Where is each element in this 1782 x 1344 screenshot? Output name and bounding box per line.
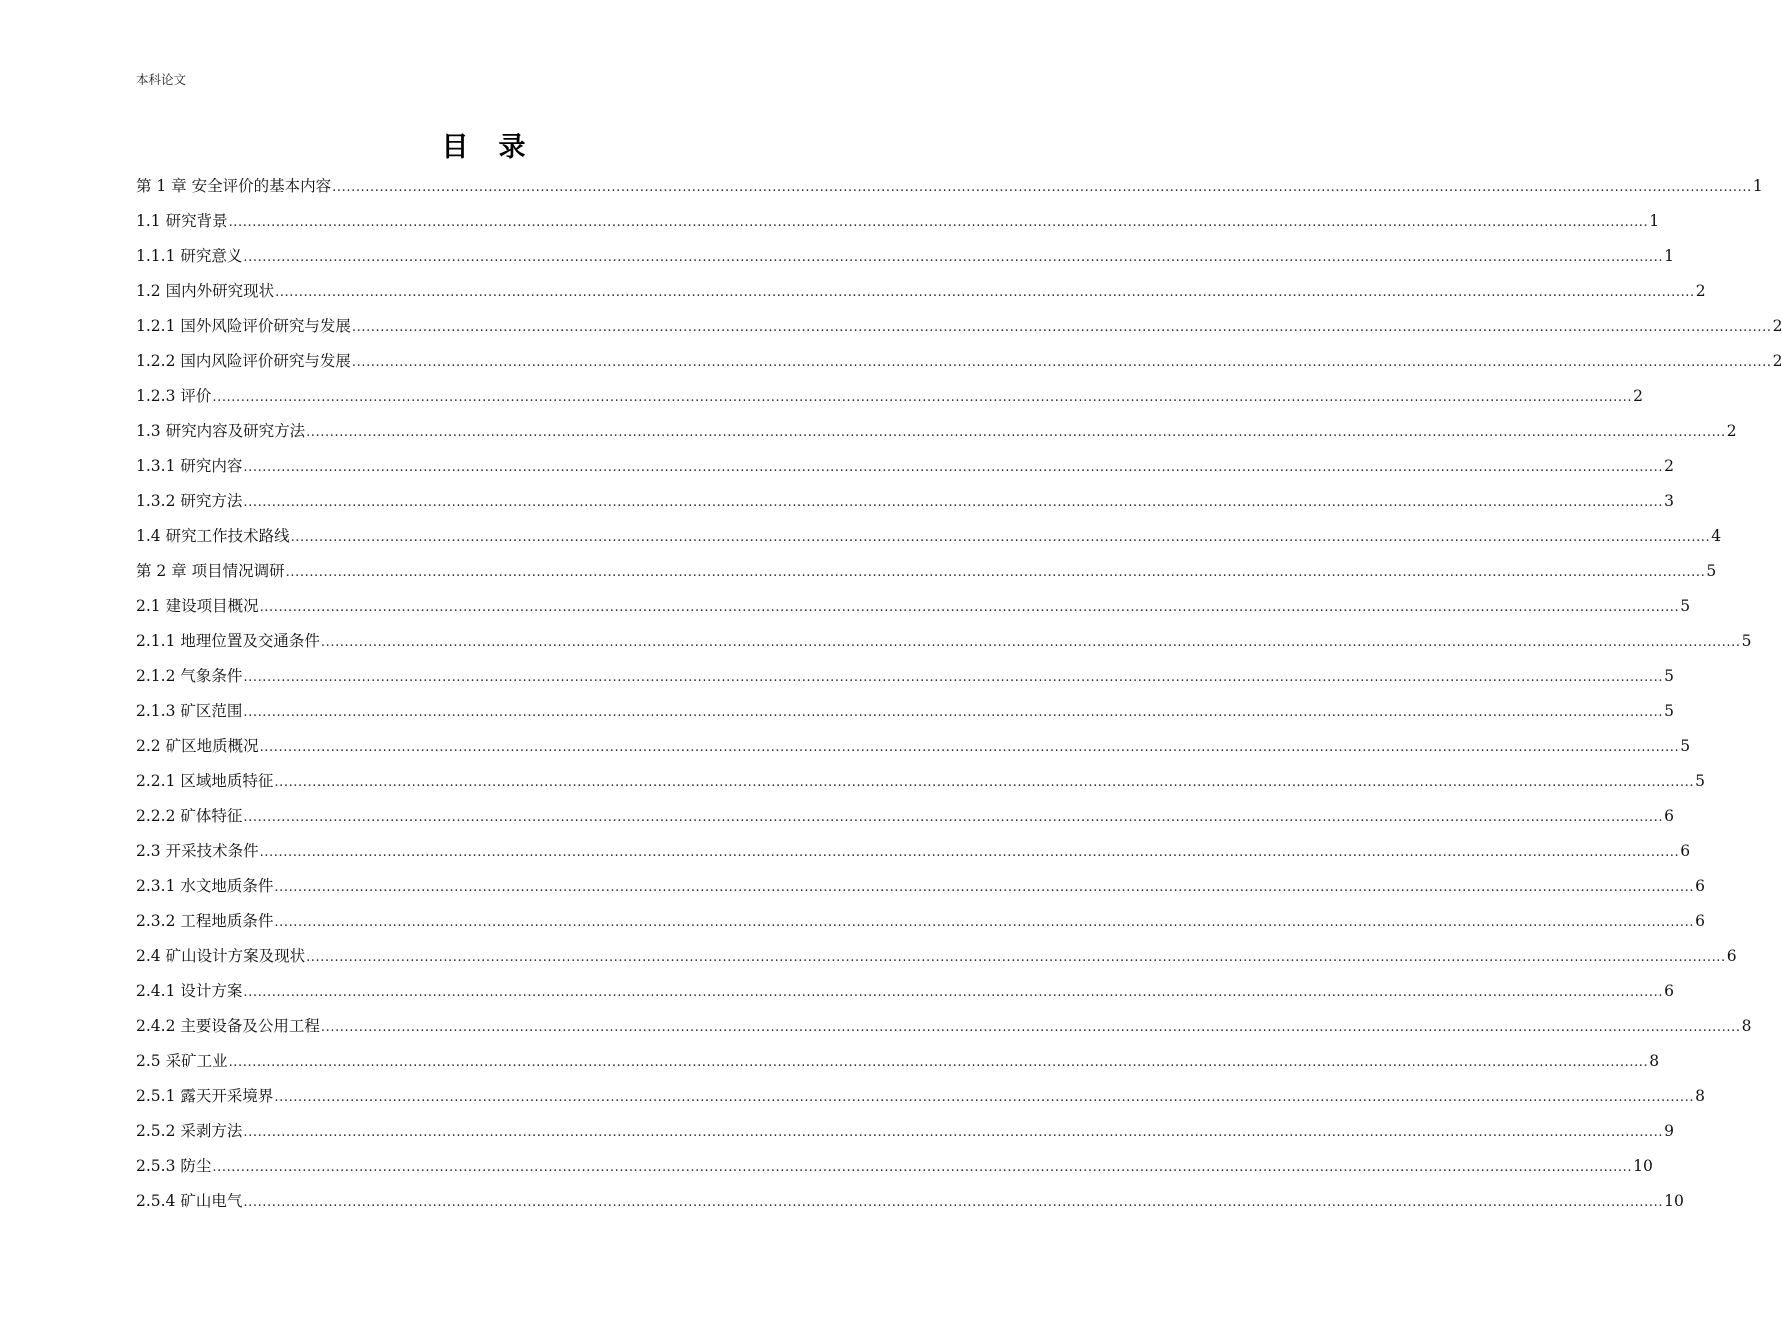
toc-entry[interactable] (136, 977, 1674, 1012)
toc-entry-page-number: 5 (1741, 632, 1752, 650)
toc-entry[interactable] (136, 837, 1691, 872)
toc-entry-page-number: 8 (1649, 1052, 1660, 1070)
toc-entry[interactable] (136, 627, 1752, 662)
toc-leader-dots: ............................................................................................................................................................................................................................................................................................................ (259, 845, 1680, 860)
toc-entry[interactable] (136, 1187, 1684, 1222)
toc-leader-dots: ............................................................................................................................................................................................................................................................................................................ (243, 1195, 1664, 1210)
toc-entry[interactable] (136, 347, 1782, 382)
toc-entry[interactable] (136, 872, 1705, 907)
toc-entry-label: 2.1.1 地理位置及交通条件 (136, 632, 320, 650)
toc-entry-page-number: 8 (1741, 1017, 1752, 1035)
toc-entry-page-number: 5 (1680, 737, 1691, 755)
toc-entry-label: 1.1 研究背景 (136, 212, 228, 230)
toc-entry-page-number: 5 (1664, 667, 1674, 685)
toc-entry[interactable] (136, 732, 1691, 767)
toc-entry-page-number: 5 (1664, 702, 1674, 720)
toc-entry-label: 2.1 建设项目概况 (136, 597, 259, 615)
toc-entry[interactable] (136, 592, 1691, 627)
toc-entry[interactable] (136, 1082, 1705, 1117)
toc-leader-dots: ............................................................................................................................................................................................................................................................................................................ (274, 775, 1695, 790)
toc-entry-page-number: 10 (1664, 1192, 1684, 1210)
toc-entry[interactable] (136, 452, 1674, 487)
toc-entry[interactable] (136, 697, 1674, 732)
toc-entry-page-number: 10 (1633, 1157, 1653, 1175)
toc-entry-label: 2.2.2 矿体特征 (136, 807, 243, 825)
toc-leader-dots: ............................................................................................................................................................................................................................................................................................................ (228, 1055, 1649, 1070)
toc-leader-dots: ............................................................................................................................................................................................................................................................................................................ (274, 880, 1695, 895)
toc-entry-page-number: 6 (1695, 877, 1705, 895)
toc-leader-dots: ............................................................................................................................................................................................................................................................................................................ (306, 425, 1726, 440)
toc-entry-label: 1.4 研究工作技术路线 (136, 527, 290, 545)
toc-entry[interactable] (136, 557, 1717, 592)
toc-entry[interactable] (136, 382, 1643, 417)
toc-entry-label: 2.4.2 主要设备及公用工程 (136, 1017, 320, 1035)
toc-entry-label: 2.4.1 设计方案 (136, 982, 243, 1000)
toc-entry-label: 2.1.3 矿区范围 (136, 702, 243, 720)
toc-entry-page-number: 5 (1706, 562, 1717, 580)
toc-entry-page-number: 2 (1664, 457, 1674, 475)
toc-entry-page-number: 5 (1680, 597, 1691, 615)
toc-leader-dots: ............................................................................................................................................................................................................................................................................................................ (275, 285, 1695, 300)
toc-entry[interactable] (136, 662, 1674, 697)
toc-leader-dots: ............................................................................................................................................................................................................................................................................................................ (212, 1160, 1633, 1175)
toc-entry-label: 2.4 矿山设计方案及现状 (136, 947, 306, 965)
toc-leader-dots: ............................................................................................................................................................................................................................................................................................................ (320, 635, 1741, 650)
toc-entry-label: 1.2.3 评价 (136, 387, 212, 405)
toc-leader-dots: ............................................................................................................................................................................................................................................................................................................ (243, 250, 1664, 265)
toc-leader-dots: ............................................................................................................................................................................................................................................................................................................ (243, 985, 1664, 1000)
toc-leader-dots: ............................................................................................................................................................................................................................................................................................................ (243, 810, 1664, 825)
toc-entry-page-number: 2 (1695, 282, 1706, 300)
toc-entry[interactable] (136, 1012, 1752, 1047)
toc-entry[interactable] (136, 522, 1722, 557)
toc-entry[interactable] (136, 1117, 1674, 1152)
toc-entry-label: 2.3.2 工程地质条件 (136, 912, 274, 930)
toc-entry-page-number: 6 (1664, 982, 1674, 1000)
toc-entry-label: 2.5.4 矿山电气 (136, 1192, 243, 1210)
toc-entry-label: 2.5.1 露天开采境界 (136, 1087, 274, 1105)
toc-entry[interactable] (136, 802, 1674, 837)
toc-leader-dots: ............................................................................................................................................................................................................................................................................................................ (290, 530, 1711, 545)
toc-entry-page-number: 2 (1772, 317, 1782, 335)
toc-leader-dots: ............................................................................................................................................................................................................................................................................................................ (274, 1090, 1695, 1105)
table-of-contents (136, 172, 1782, 1222)
running-header: 本科论文 (136, 72, 187, 87)
toc-entry-page-number: 6 (1695, 912, 1705, 930)
toc-leader-dots: ............................................................................................................................................................................................................................................................................................................ (351, 320, 1772, 335)
toc-entry-label: 1.2.1 国外风险评价研究与发展 (136, 317, 351, 335)
toc-entry-label: 2.5.2 采剥方法 (136, 1122, 243, 1140)
toc-entry-page-number: 1 (1752, 177, 1763, 195)
toc-leader-dots: ............................................................................................................................................................................................................................................................................................................ (243, 460, 1664, 475)
toc-entry[interactable] (136, 767, 1705, 802)
toc-entry-label: 2.3 开采技术条件 (136, 842, 259, 860)
toc-entry-page-number: 2 (1726, 422, 1737, 440)
toc-leader-dots: ............................................................................................................................................................................................................................................................................................................ (351, 355, 1772, 370)
toc-entry-page-number: 5 (1695, 772, 1705, 790)
toc-entry-page-number: 1 (1649, 212, 1660, 230)
toc-entry-label: 第 1 章 安全评价的基本内容 (136, 177, 332, 195)
toc-leader-dots: ............................................................................................................................................................................................................................................................................................................ (243, 670, 1664, 685)
toc-entry-label: 1.1.1 研究意义 (136, 247, 243, 265)
toc-entry-label: 1.3.1 研究内容 (136, 457, 243, 475)
toc-entry-page-number: 1 (1664, 247, 1674, 265)
toc-entry[interactable] (136, 942, 1737, 977)
toc-leader-dots: ............................................................................................................................................................................................................................................................................................................ (228, 215, 1649, 230)
toc-leader-dots: ............................................................................................................................................................................................................................................................................................................ (320, 1020, 1741, 1035)
toc-entry-page-number: 4 (1711, 527, 1722, 545)
toc-entry[interactable] (136, 172, 1763, 207)
toc-entry-label: 2.2 矿区地质概况 (136, 737, 259, 755)
toc-leader-dots: ............................................................................................................................................................................................................................................................................................................ (274, 915, 1695, 930)
toc-entry[interactable] (136, 487, 1674, 522)
toc-entry-label: 2.5.3 防尘 (136, 1157, 212, 1175)
toc-entry-page-number: 6 (1680, 842, 1691, 860)
toc-entry-page-number: 2 (1633, 387, 1643, 405)
toc-entry[interactable] (136, 1047, 1660, 1082)
toc-entry-page-number: 3 (1664, 492, 1674, 510)
toc-entry-label: 1.3.2 研究方法 (136, 492, 243, 510)
toc-entry-page-number: 6 (1664, 807, 1674, 825)
toc-leader-dots: ............................................................................................................................................................................................................................................................................................................ (332, 180, 1752, 195)
toc-entry[interactable] (136, 417, 1737, 452)
toc-entry-label: 1.2.2 国内风险评价研究与发展 (136, 352, 351, 370)
toc-entry-label: 1.3 研究内容及研究方法 (136, 422, 306, 440)
toc-leader-dots: ............................................................................................................................................................................................................................................................................................................ (285, 565, 1706, 580)
toc-leader-dots: ............................................................................................................................................................................................................................................................................................................ (243, 1125, 1664, 1140)
toc-leader-dots: ............................................................................................................................................................................................................................................................................................................ (243, 495, 1664, 510)
toc-entry[interactable] (136, 242, 1674, 277)
toc-entry-label: 2.1.2 气象条件 (136, 667, 243, 685)
toc-entry[interactable] (136, 312, 1782, 347)
toc-entry-page-number: 9 (1664, 1122, 1674, 1140)
toc-entry-label: 2.2.1 区域地质特征 (136, 772, 274, 790)
toc-entry[interactable] (136, 907, 1705, 942)
toc-leader-dots: ............................................................................................................................................................................................................................................................................................................ (259, 740, 1680, 755)
page-title: 目录 (441, 132, 556, 163)
toc-entry-page-number: 8 (1695, 1087, 1705, 1105)
toc-leader-dots: ............................................................................................................................................................................................................................................................................................................ (212, 390, 1633, 405)
toc-leader-dots: ............................................................................................................................................................................................................................................................................................................ (243, 705, 1664, 720)
toc-entry-label: 2.5 采矿工业 (136, 1052, 228, 1070)
toc-entry-label: 2.3.1 水文地质条件 (136, 877, 274, 895)
toc-leader-dots: ............................................................................................................................................................................................................................................................................................................ (306, 950, 1726, 965)
toc-entry-label: 1.2 国内外研究现状 (136, 282, 275, 300)
toc-entry[interactable] (136, 1152, 1653, 1187)
toc-entry-page-number: 6 (1726, 947, 1737, 965)
toc-entry[interactable] (136, 277, 1706, 312)
toc-leader-dots: ............................................................................................................................................................................................................................................................................................................ (259, 600, 1680, 615)
toc-entry-label: 第 2 章 项目情况调研 (136, 562, 285, 580)
toc-entry[interactable] (136, 207, 1660, 242)
toc-entry-page-number: 2 (1772, 352, 1782, 370)
